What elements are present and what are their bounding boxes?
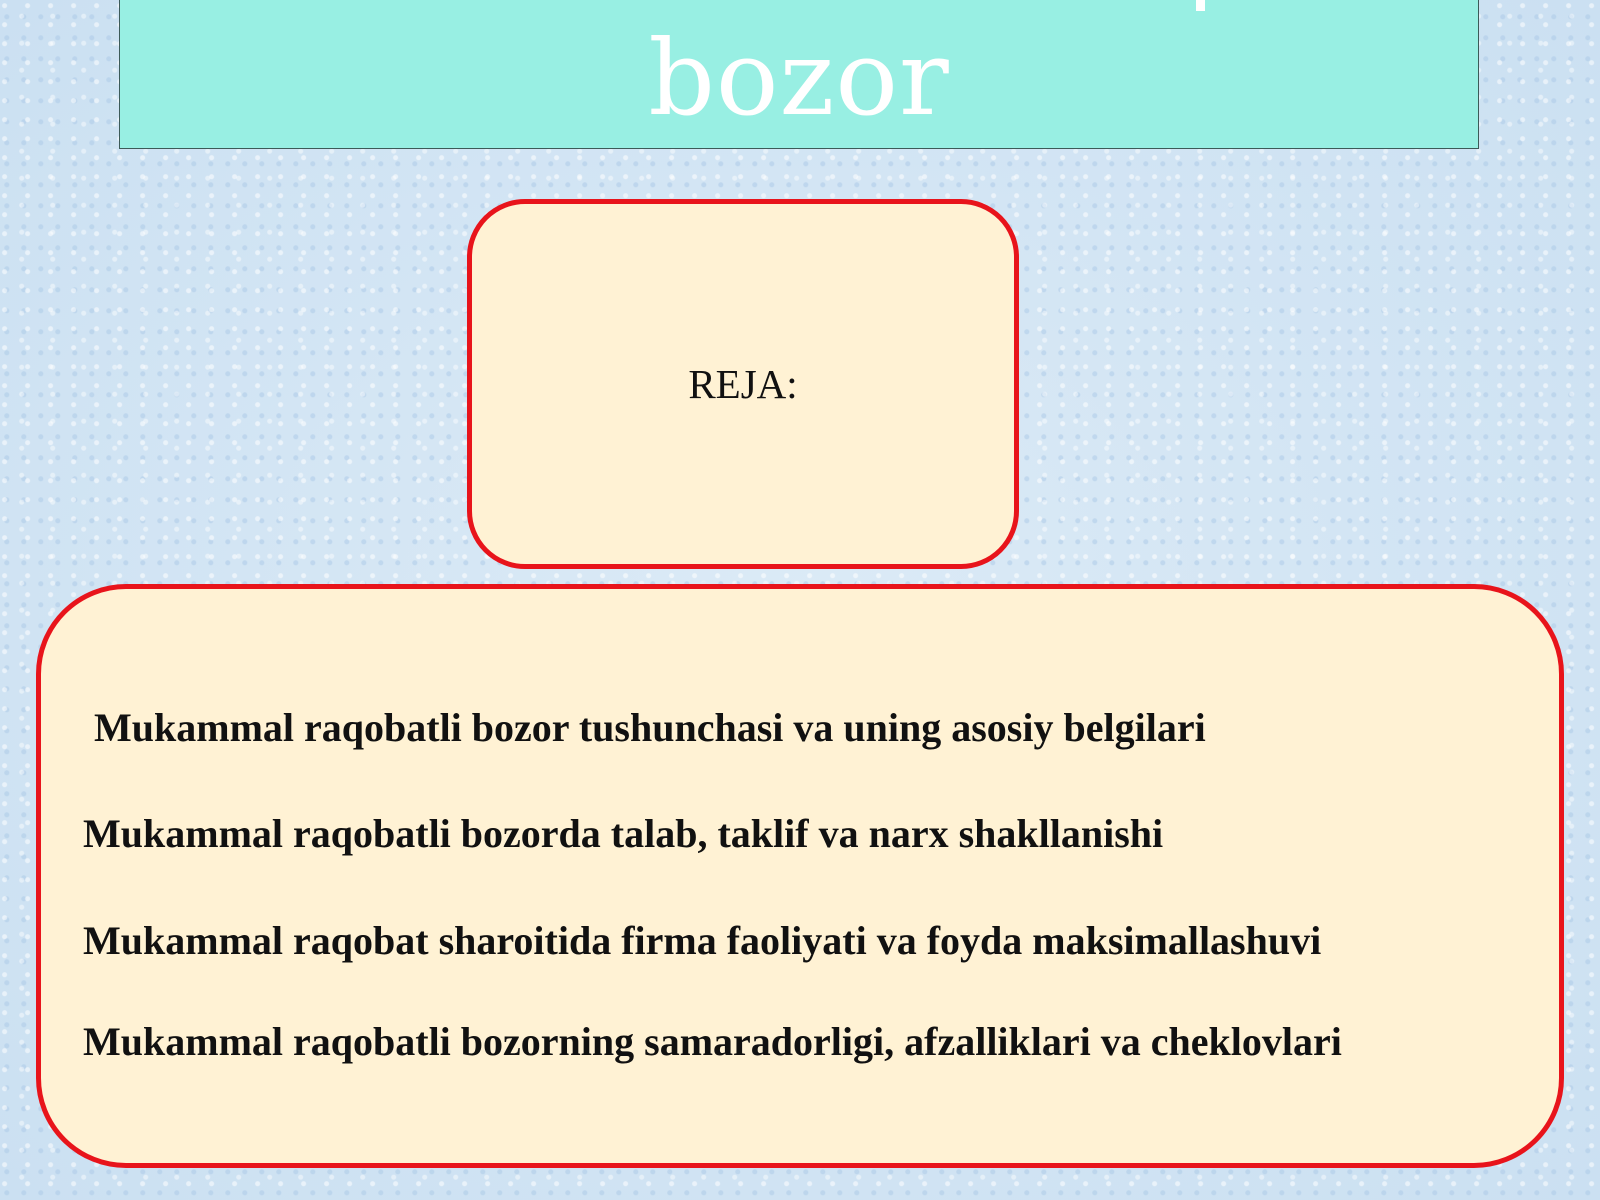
slide-title-box bbox=[119, 0, 1479, 149]
reja-label: REJA: bbox=[688, 361, 798, 407]
slide-title: bozor bbox=[648, 17, 950, 139]
plan-box bbox=[36, 584, 1564, 1168]
plan-item-4: Mukammal raqobatli bozorning samaradorligi, afzalliklari va cheklovlari bbox=[83, 1019, 1342, 1064]
reja-box bbox=[467, 199, 1019, 569]
plan-item-1: Mukammal raqobatli bozor tushunchasi va uning asosiy belgilari bbox=[94, 705, 1206, 750]
plan-item-3: Mukammal raqobat sharoitida firma faoliyati va foyda maksimallashuvi bbox=[83, 918, 1322, 963]
title-cropped-glyph bbox=[1196, 0, 1205, 11]
plan-item-2: Mukammal raqobatli bozorda talab, taklif va narx shakllanishi bbox=[83, 811, 1164, 856]
